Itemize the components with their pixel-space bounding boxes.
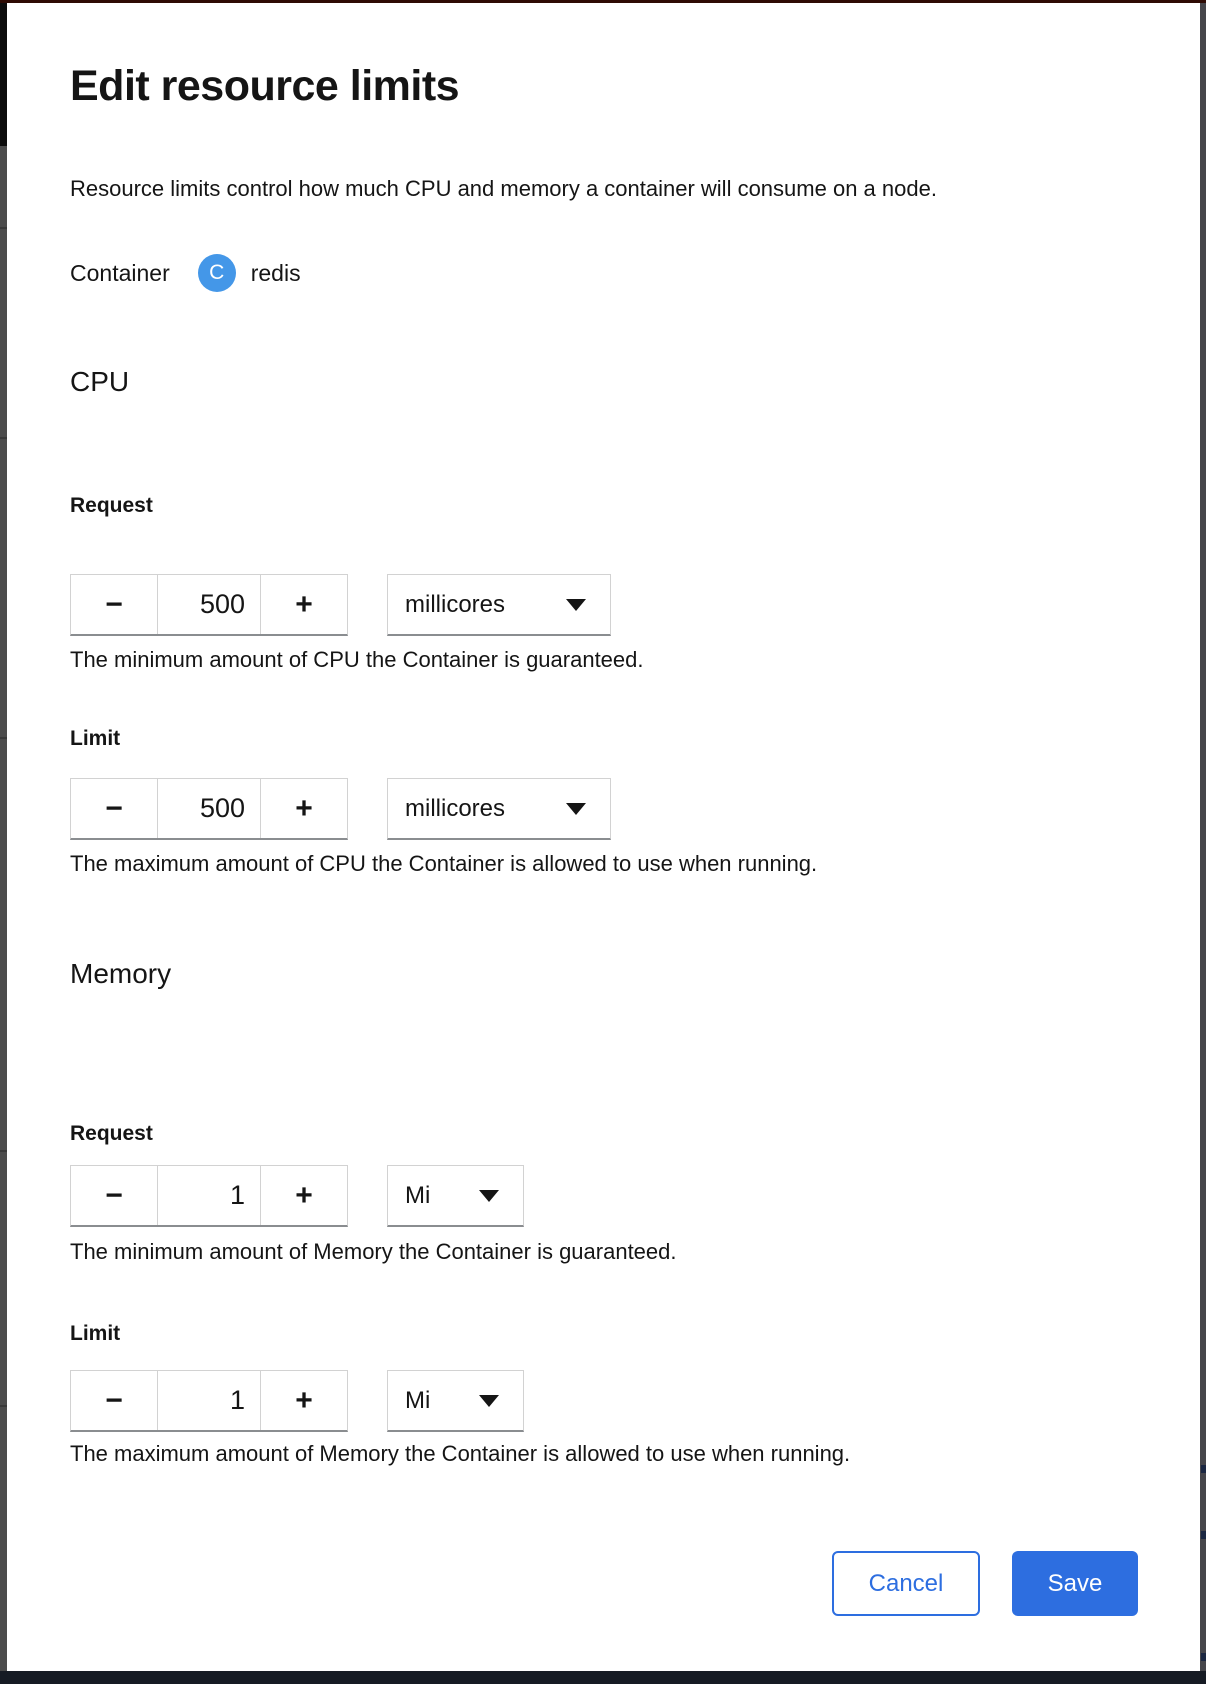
caret-down-icon <box>566 803 586 815</box>
modal-description: Resource limits control how much CPU and memory a container will consume on a node. <box>70 176 937 201</box>
modal-title: Edit resource limits <box>70 62 460 110</box>
cpu-request-number-input <box>70 574 348 636</box>
memory-request-increment-button[interactable]: + <box>260 1166 347 1225</box>
cpu-request-decrement-button[interactable]: − <box>71 575 158 634</box>
memory-request-value-input[interactable] <box>158 1166 260 1225</box>
container-label: Container <box>70 259 170 286</box>
cpu-limit-label: Limit <box>70 727 121 750</box>
container-name: redis <box>250 259 301 286</box>
memory-limit-help-text: The maximum amount of Memory the Container is allowed to use when running. <box>70 1441 851 1466</box>
cpu-request-label: Request <box>70 494 153 517</box>
cpu-request-value-input[interactable] <box>158 575 260 634</box>
container-row <box>70 252 301 294</box>
memory-limit-decrement-button[interactable]: − <box>71 1371 158 1430</box>
cpu-request-unit-dropdown[interactable] <box>387 574 611 636</box>
memory-request-label: Request <box>70 1122 153 1145</box>
caret-down-icon <box>566 599 586 611</box>
memory-request-decrement-button[interactable]: − <box>71 1166 158 1225</box>
cancel-button[interactable]: Cancel <box>832 1551 980 1616</box>
cpu-limit-increment-button[interactable]: + <box>260 779 347 838</box>
memory-request-help-text: The minimum amount of Memory the Container is guaranteed. <box>70 1239 677 1264</box>
memory-limit-unit-dropdown[interactable] <box>387 1370 524 1432</box>
memory-limit-value-input[interactable] <box>158 1371 260 1430</box>
caret-down-icon <box>479 1190 499 1202</box>
cpu-request-help-text: The minimum amount of CPU the Container is guaranteed. <box>70 647 644 672</box>
memory-limit-label: Limit <box>70 1322 121 1345</box>
cpu-limit-value-input[interactable] <box>158 779 260 838</box>
cpu-limit-unit-value: millicores <box>405 794 506 822</box>
memory-limit-increment-button[interactable]: + <box>260 1371 347 1430</box>
caret-down-icon <box>479 1395 499 1407</box>
cpu-section-heading: CPU <box>70 366 130 397</box>
cpu-limit-decrement-button[interactable]: − <box>71 779 158 838</box>
memory-request-unit-dropdown[interactable] <box>387 1165 524 1227</box>
memory-section-heading: Memory <box>70 958 172 989</box>
cpu-limit-help-text: The maximum amount of CPU the Container is allowed to use when running. <box>70 851 818 876</box>
memory-request-unit-value: Mi <box>405 1181 431 1209</box>
memory-limit-unit-value: Mi <box>405 1386 431 1414</box>
cpu-request-unit-value: millicores <box>405 590 506 618</box>
cpu-limit-unit-dropdown[interactable] <box>387 778 611 840</box>
memory-request-number-input <box>70 1165 348 1227</box>
save-button[interactable]: Save <box>1012 1551 1138 1616</box>
memory-limit-number-input <box>70 1370 348 1432</box>
cpu-limit-number-input <box>70 778 348 840</box>
container-badge-icon: C <box>198 254 236 292</box>
cpu-request-increment-button[interactable]: + <box>260 575 347 634</box>
